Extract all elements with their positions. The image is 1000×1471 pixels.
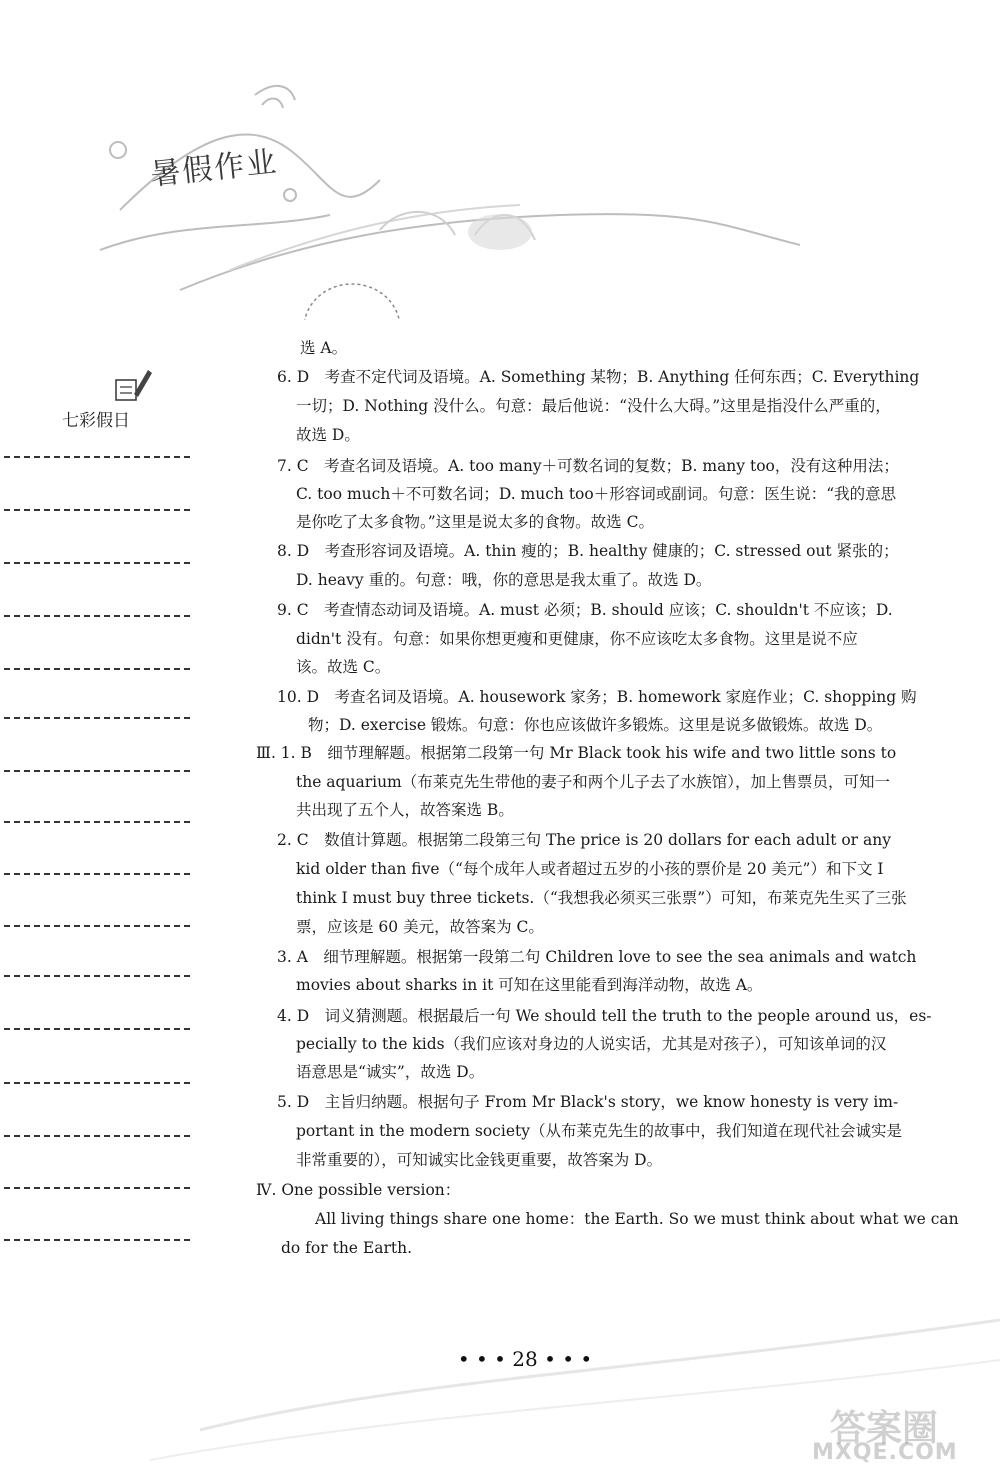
note-line [4, 1239, 190, 1241]
note-line [4, 615, 190, 617]
page-number: • • • 28 • • • [457, 1347, 593, 1371]
text-line: 是你吃了太多食物。”这里是说太多的食物。故选 C。 [296, 513, 654, 531]
text-line: 5. D 主旨归纳题。根据句子 From Mr Black's story，we know honesty is very im- [277, 1093, 899, 1111]
site-watermark-url: MXQE.COM [812, 1440, 958, 1465]
site-watermark: 答案圈 [830, 1408, 939, 1449]
note-line [4, 562, 190, 564]
text-line: Ⅳ. One possible version： [256, 1181, 461, 1199]
text-line: 该。故选 C。 [296, 658, 391, 676]
text-line: 一切；D. Nothing 没什么。句意：最后他说：“没什么大碍。”这里是指没什么严重的， [296, 397, 891, 415]
text-line: 非常重要的），可知诚实比金钱更重要，故答案为 D。 [296, 1151, 663, 1169]
text-line: D. heavy 重的。句意：哦，你的意思是我太重了。故选 D。 [296, 571, 712, 589]
note-line [4, 770, 190, 772]
text-line: 10. D 考查名词及语境。A. housework 家务；B. homework 家庭作业；C. shopping 购 [277, 688, 917, 706]
note-line [4, 1135, 190, 1137]
text-line: the aquarium（布莱克先生带他的妻子和两个儿子去了水族馆），加上售票员，可知一 [296, 773, 890, 791]
note-line [4, 1187, 190, 1189]
text-line: 物；D. exercise 锻炼。句意：你也应该做许多锻炼。这里是说多做锻炼。故选 D。 [308, 716, 883, 734]
pencil-icon [114, 364, 154, 404]
text-line: 8. D 考查形容词及语境。A. thin 瘦的；B. healthy 健康的；C. stressed out 紧张的； [277, 542, 899, 560]
note-line [4, 975, 190, 977]
note-line [4, 717, 190, 719]
text-line: 语意思是“诚实”，故选 D。 [296, 1063, 485, 1081]
section-title: 暑假作业 [148, 144, 280, 193]
note-line [4, 509, 190, 511]
text-line: portant in the modern society（从布莱克先生的故事中，我们知道在现代社会诚实是 [296, 1122, 902, 1140]
note-line [4, 668, 190, 670]
text-line: 票，应该是 60 美元，故答案为 C。 [296, 918, 544, 936]
text-line: 选 A。 [300, 339, 348, 357]
text-line: 4. D 词义猜测题。根据最后一句 We should tell the truth to the people around us，es- [277, 1007, 932, 1025]
text-line: do for the Earth. [281, 1239, 413, 1257]
note-line [4, 821, 190, 823]
text-line: kid older than five（“每个成年人或者超过五岁的小孩的票价是 20 美元”）和下文 I [296, 860, 884, 878]
text-line: think I must buy three tickets.（“我想我必须买三张票”）可知，布莱克先生买了三张 [296, 889, 907, 907]
note-line [4, 1082, 190, 1084]
note-line [4, 456, 190, 458]
text-line: 9. C 考查情态动词及语境。A. must 必须；B. should 应该；C. shouldn't 不应该；D. [277, 601, 893, 619]
text-line: 6. D 考查不定代词及语境。A. Something 某物；B. Anything 任何东西；C. Everything [277, 368, 920, 386]
text-line: C. too much＋不可数名词；D. much too＋形容词或副词。句意：医生说：“我的意思 [296, 485, 897, 503]
note-line [4, 925, 190, 927]
text-line: 3. A 细节理解题。根据第一段第二句 Children love to see the sea animals and watch [277, 948, 917, 966]
note-line [4, 1028, 190, 1030]
sidebar-label: 七彩假日 [62, 411, 130, 431]
text-line: 2. C 数值计算题。根据第二段第三句 The price is 20 dollars for each adult or any [277, 831, 891, 849]
text-line: Ⅲ. 1. B 细节理解题。根据第二段第一句 Mr Black took his wife and two little sons to [256, 744, 897, 762]
text-line: 7. C 考查名词及语境。A. too many＋可数名词的复数；B. many too，没有这种用法； [277, 457, 899, 475]
text-line: All living things share one home：the Earth. So we must think about what we can [315, 1210, 959, 1228]
text-line: didn't 没有。句意：如果你想更瘦和更健康，你不应该吃太多食物。这里是说不应 [296, 630, 858, 648]
text-line: movies about sharks in it 可知在这里能看到海洋动物，故选 A。 [296, 976, 763, 994]
text-line: 共出现了五个人，故答案选 B。 [296, 801, 514, 819]
text-line: 故选 D。 [296, 426, 360, 444]
text-line: pecially to the kids（我们应该对身边的人说实话，尤其是对孩子），可知该单词的汉 [296, 1035, 887, 1053]
note-line [4, 873, 190, 875]
